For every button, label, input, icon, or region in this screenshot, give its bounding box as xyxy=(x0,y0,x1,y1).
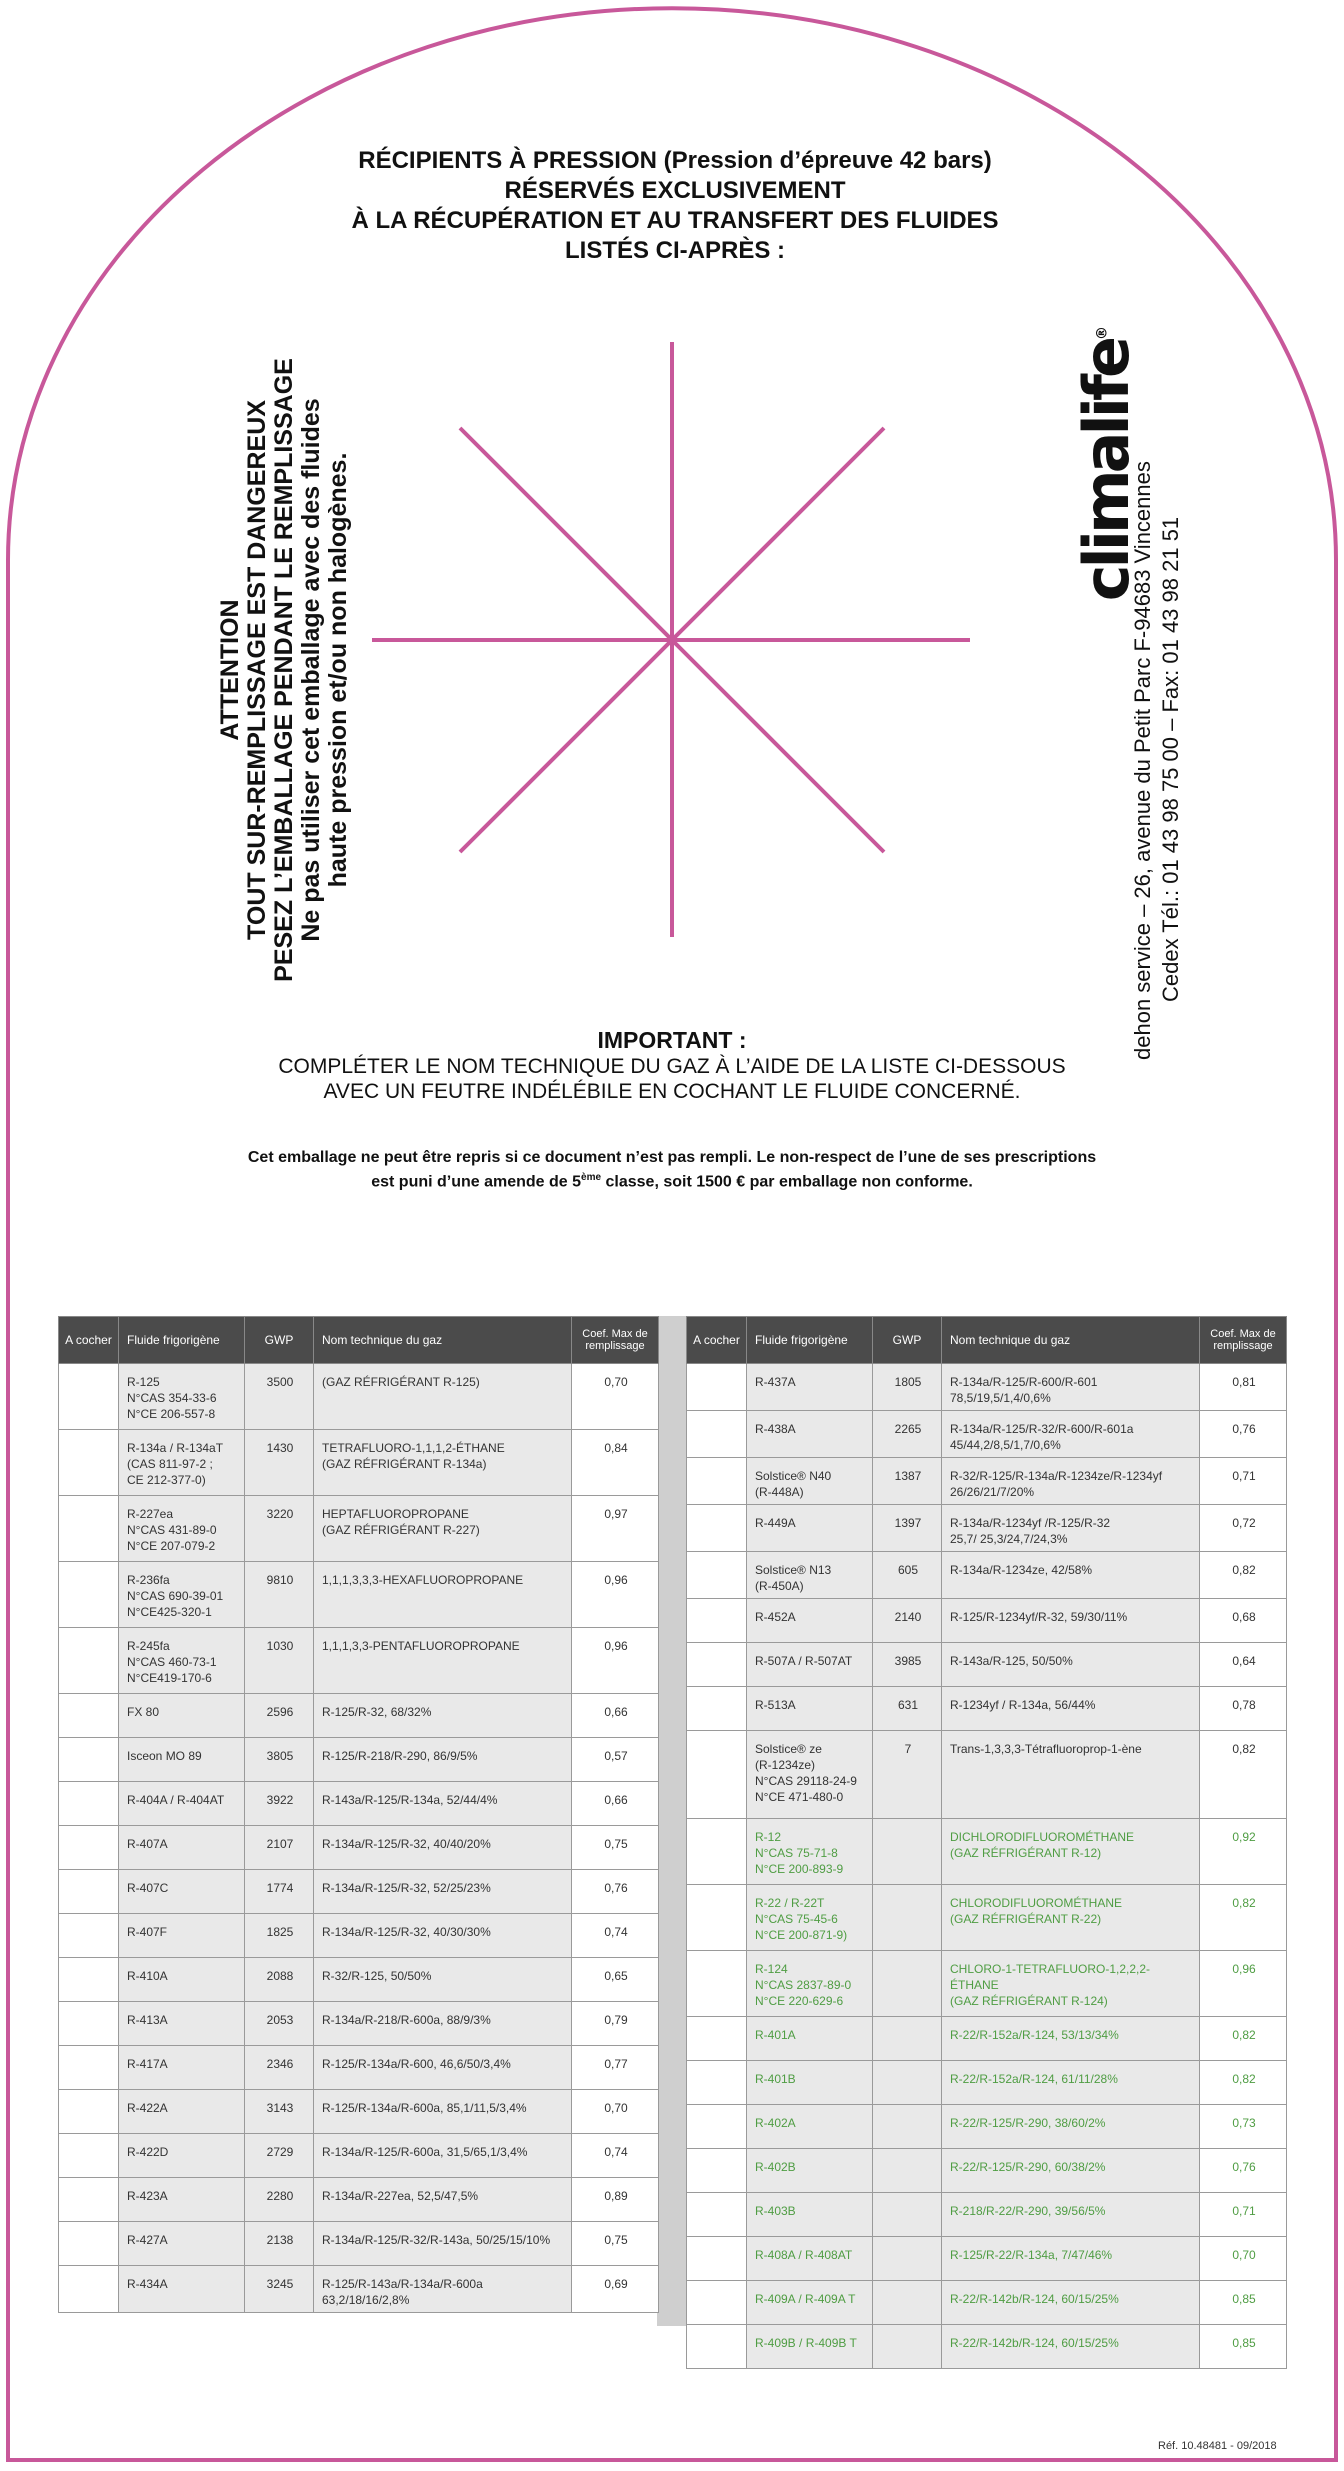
table-row xyxy=(687,1819,1287,1885)
check-cell[interactable] xyxy=(687,2061,747,2105)
fluid-cell: R-125 N°CAS 354-33-6 N°CE 206-557-8 xyxy=(119,1364,245,1430)
name-cell: R-1234yf / R-134a, 56/44% xyxy=(942,1687,1200,1731)
fluid-cell: Solstice® N40 (R-448A) xyxy=(747,1458,873,1505)
warning-title: ATTENTION xyxy=(216,599,244,741)
name-cell: HEPTAFLUOROPROPANE (GAZ RÉFRIGÉRANT R-227) xyxy=(314,1496,572,1562)
table-body xyxy=(59,1364,659,2313)
coef-cell: 0,77 xyxy=(572,2046,659,2090)
table-row xyxy=(59,2046,659,2090)
gwp-cell: 2140 xyxy=(873,1599,942,1643)
table-row xyxy=(59,2222,659,2266)
fluid-cell: Solstice® ze (R-1234ze) N°CAS 29118-24-9 N°CE 471-480-0 xyxy=(747,1731,873,1819)
coef-cell: 0,92 xyxy=(1200,1819,1287,1885)
coef-cell: 0,74 xyxy=(572,2134,659,2178)
fluid-cell: R-437A xyxy=(747,1364,873,1411)
check-cell[interactable] xyxy=(687,1819,747,1885)
check-cell[interactable] xyxy=(59,1782,119,1826)
fluid-cell: R-124 N°CAS 2837-89-0 N°CE 220-629-6 xyxy=(747,1951,873,2017)
check-cell[interactable] xyxy=(687,2237,747,2281)
fluid-cell: R-507A / R-507AT xyxy=(747,1643,873,1687)
gwp-cell xyxy=(873,2061,942,2105)
fluid-cell: R-402B xyxy=(747,2149,873,2193)
coef-cell: 0,73 xyxy=(1200,2105,1287,2149)
contact-address: dehon service – 26, avenue du Petit Parc F-94683 Vincennes xyxy=(1130,461,1155,1060)
fluid-cell: R-422D xyxy=(119,2134,245,2178)
coef-cell: 0,68 xyxy=(1200,1599,1287,1643)
coef-cell: 0,76 xyxy=(572,1870,659,1914)
notice-line: Cet emballage ne peut être repris si ce document n’est pas rempli. Le non-respect de l’une de ses prescriptions xyxy=(247,1149,1097,1166)
gwp-cell: 9810 xyxy=(245,1562,314,1628)
fluid-cell: R-513A xyxy=(747,1687,873,1731)
fluid-cell: R-245fa N°CAS 460-73-1 N°CE419-170-6 xyxy=(119,1628,245,1694)
name-cell: R-125/R-32, 68/32% xyxy=(314,1694,572,1738)
gwp-cell xyxy=(873,2017,942,2061)
gwp-cell: 2729 xyxy=(245,2134,314,2178)
check-cell[interactable] xyxy=(687,2325,747,2369)
fluid-cell: R-134a / R-134aT (CAS 811-97-2 ; CE 212-377-0) xyxy=(119,1430,245,1496)
warning-line: TOUT SUR-REMPLISSAGE EST DANGEREUX xyxy=(243,400,271,940)
table-row xyxy=(59,1914,659,1958)
gwp-cell xyxy=(873,1885,942,1951)
header-gwp: GWP xyxy=(873,1317,942,1364)
name-cell: R-125/R-218/R-290, 86/9/5% xyxy=(314,1738,572,1782)
name-cell: R-32/R-125/R-134a/R-1234ze/R-1234yf 26/26/21/7/20% xyxy=(942,1458,1200,1505)
gwp-cell: 1030 xyxy=(245,1628,314,1694)
coef-cell: 0,84 xyxy=(572,1430,659,1496)
fluid-cell: R-236fa N°CAS 690-39-01 N°CE425-320-1 xyxy=(119,1562,245,1628)
name-cell: R-22/R-142b/R-124, 60/15/25% xyxy=(942,2325,1200,2369)
fluid-cell: R-227ea N°CAS 431-89-0 N°CE 207-079-2 xyxy=(119,1496,245,1562)
gwp-cell: 1397 xyxy=(873,1505,942,1552)
check-cell[interactable] xyxy=(687,2149,747,2193)
name-cell: CHLORO-1-TETRAFLUORO-1,2,2,2-ÉTHANE (GAZ RÉFRIGÉRANT R-124) xyxy=(942,1951,1200,2017)
warning-line: PESEZ L’EMBALLAGE PENDANT LE REMPLISSAGE xyxy=(270,358,298,982)
check-cell[interactable] xyxy=(687,1411,747,1458)
name-cell: R-134a/R-227ea, 52,5/47,5% xyxy=(314,2178,572,2222)
fluid-cell: R-407A xyxy=(119,1826,245,1870)
coef-cell: 0,72 xyxy=(1200,1505,1287,1552)
table-row xyxy=(59,1496,659,1562)
check-cell[interactable] xyxy=(687,1885,747,1951)
gwp-cell xyxy=(873,2281,942,2325)
gwp-cell xyxy=(873,1819,942,1885)
name-cell: R-143a/R-125, 50/50% xyxy=(942,1643,1200,1687)
name-cell: R-22/R-125/R-290, 60/38/2% xyxy=(942,2149,1200,2193)
table-separator xyxy=(657,1316,687,2326)
table-row xyxy=(59,2178,659,2222)
fluid-cell: R-402A xyxy=(747,2105,873,2149)
coef-cell: 0,74 xyxy=(572,1914,659,1958)
check-cell[interactable] xyxy=(59,1826,119,1870)
name-cell: R-134a/R-125/R-32/R-143a, 50/25/15/10% xyxy=(314,2222,572,2266)
important-line: COMPLÉTER LE NOM TECHNIQUE DU GAZ À L’AIDE DE LA LISTE CI-DESSOUS xyxy=(278,1055,1066,1078)
gwp-cell: 3220 xyxy=(245,1496,314,1562)
table-row xyxy=(59,1826,659,1870)
check-cell[interactable] xyxy=(59,2002,119,2046)
table-row xyxy=(59,1364,659,1430)
name-cell: Trans-1,3,3,3-Tétrafluoroprop-1-ène xyxy=(942,1731,1200,1819)
table-row xyxy=(687,2193,1287,2237)
table-row xyxy=(687,2017,1287,2061)
fluid-cell: R-449A xyxy=(747,1505,873,1552)
fluid-cell: Solstice® N13 (R-450A) xyxy=(747,1552,873,1599)
check-cell[interactable] xyxy=(59,2046,119,2090)
table-row xyxy=(687,2325,1287,2369)
header-line: RÉSERVÉS EXCLUSIVEMENT xyxy=(504,177,846,204)
gwp-cell: 2107 xyxy=(245,1826,314,1870)
header-coef: Coef. Max de remplissage xyxy=(572,1317,659,1364)
coef-cell: 0,75 xyxy=(572,1826,659,1870)
gwp-cell: 2265 xyxy=(873,1411,942,1458)
fluid-cell: R-408A / R-408AT xyxy=(747,2237,873,2281)
check-cell[interactable] xyxy=(59,1694,119,1738)
check-cell[interactable] xyxy=(687,2017,747,2061)
check-cell[interactable] xyxy=(687,2281,747,2325)
gwp-cell: 1774 xyxy=(245,1870,314,1914)
name-cell: R-134a/R-1234ze, 42/58% xyxy=(942,1552,1200,1599)
coef-cell: 0,70 xyxy=(1200,2237,1287,2281)
header-fluid: Fluide frigorigène xyxy=(119,1317,245,1364)
check-cell[interactable] xyxy=(59,2090,119,2134)
check-cell[interactable] xyxy=(687,1599,747,1643)
table-row xyxy=(687,1505,1287,1552)
table-header-row xyxy=(59,1317,659,1364)
coef-cell: 0,71 xyxy=(1200,2193,1287,2237)
gwp-cell: 2053 xyxy=(245,2002,314,2046)
contact-block xyxy=(1070,300,1183,1060)
name-cell: R-134a/R-125/R-32, 52/25/23% xyxy=(314,1870,572,1914)
fluid-cell: R-401B xyxy=(747,2061,873,2105)
gwp-cell xyxy=(873,2105,942,2149)
fluid-cell: R-452A xyxy=(747,1599,873,1643)
check-cell[interactable] xyxy=(687,1552,747,1599)
coef-cell: 0,66 xyxy=(572,1782,659,1826)
fluid-cell: R-423A xyxy=(119,2178,245,2222)
fluid-cell: R-438A xyxy=(747,1411,873,1458)
check-cell[interactable] xyxy=(59,2222,119,2266)
gwp-cell xyxy=(873,2325,942,2369)
name-cell: R-134a/R-125/R-32, 40/30/30% xyxy=(314,1914,572,1958)
table-row xyxy=(687,2061,1287,2105)
header-line: RÉCIPIENTS À PRESSION (Pression d’épreuve 42 bars) xyxy=(358,147,992,174)
name-cell: CHLORODIFLUOROMÉTHANE (GAZ RÉFRIGÉRANT R-22) xyxy=(942,1885,1200,1951)
name-cell: R-134a/R-125/R-32, 40/40/20% xyxy=(314,1826,572,1870)
table-row xyxy=(59,2134,659,2178)
check-cell[interactable] xyxy=(59,1914,119,1958)
table-row xyxy=(59,1430,659,1496)
coef-cell: 0,76 xyxy=(1200,2149,1287,2193)
name-cell: R-125/R-22/R-134a, 7/47/46% xyxy=(942,2237,1200,2281)
gwp-cell xyxy=(873,1951,942,2017)
check-cell[interactable] xyxy=(687,1687,747,1731)
fluid-cell: R-422A xyxy=(119,2090,245,2134)
check-cell[interactable] xyxy=(687,2193,747,2237)
warning-line: haute pression et/ou non halogènes. xyxy=(324,452,352,888)
star-mark xyxy=(372,342,970,937)
gwp-cell: 1825 xyxy=(245,1914,314,1958)
table-header-row xyxy=(687,1317,1287,1364)
check-cell[interactable] xyxy=(687,1643,747,1687)
check-cell[interactable] xyxy=(687,1458,747,1505)
table-row xyxy=(687,1731,1287,1819)
coef-cell: 0,78 xyxy=(1200,1687,1287,1731)
gwp-cell: 2138 xyxy=(245,2222,314,2266)
check-cell[interactable] xyxy=(687,1364,747,1411)
table-row xyxy=(59,2090,659,2134)
check-cell[interactable] xyxy=(59,1496,119,1562)
fluid-cell: R-409B / R-409B T xyxy=(747,2325,873,2369)
name-cell: R-22/R-142b/R-124, 60/15/25% xyxy=(942,2281,1200,2325)
table-row xyxy=(687,1364,1287,1411)
coef-cell: 0,96 xyxy=(572,1628,659,1694)
header-title xyxy=(250,146,1100,266)
name-cell: R-125/R-1234yf/R-32, 59/30/11% xyxy=(942,1599,1200,1643)
name-cell: R-134a/R-125/R-32/R-600/R-601a 45/44,2/8,5/1,7/0,6% xyxy=(942,1411,1200,1458)
notice-line: est puni d’une amende de 5ème classe, soit 1500 € par emballage non conforme. xyxy=(371,1172,973,1191)
table-row xyxy=(687,1411,1287,1458)
table-row xyxy=(687,2149,1287,2193)
coef-cell: 0,82 xyxy=(1200,1552,1287,1599)
check-cell[interactable] xyxy=(59,1430,119,1496)
name-cell: R-32/R-125, 50/50% xyxy=(314,1958,572,2002)
coef-cell: 0,89 xyxy=(572,2178,659,2222)
gwp-cell xyxy=(873,2193,942,2237)
coef-cell: 0,96 xyxy=(1200,1951,1287,2017)
table-row xyxy=(59,1782,659,1826)
table-row xyxy=(687,2237,1287,2281)
fluid-table-right xyxy=(686,1316,1287,2369)
check-cell[interactable] xyxy=(59,1364,119,1430)
gwp-cell xyxy=(873,2237,942,2281)
fluid-cell: R-413A xyxy=(119,2002,245,2046)
name-cell: R-125/R-134a/R-600a, 85,1/11,5/3,4% xyxy=(314,2090,572,2134)
gwp-cell: 3143 xyxy=(245,2090,314,2134)
table-row xyxy=(687,1643,1287,1687)
header-line: LISTÉS CI-APRÈS : xyxy=(564,237,786,264)
gwp-cell: 3985 xyxy=(873,1643,942,1687)
name-cell: DICHLORODIFLUOROMÉTHANE (GAZ RÉFRIGÉRANT R-12) xyxy=(942,1819,1200,1885)
name-cell: R-134a/R-218/R-600a, 88/9/3% xyxy=(314,2002,572,2046)
fluid-cell: R-410A xyxy=(119,1958,245,2002)
coef-cell: 0,76 xyxy=(1200,1411,1287,1458)
table-row xyxy=(687,1951,1287,2017)
name-cell: 1,1,1,3,3-PENTAFLUOROPROPANE xyxy=(314,1628,572,1694)
gwp-cell: 3245 xyxy=(245,2266,314,2313)
important-title: IMPORTANT : xyxy=(597,1027,747,1053)
coef-cell: 0,82 xyxy=(1200,2017,1287,2061)
name-cell: 1,1,1,3,3,3-HEXAFLUOROPROPANE xyxy=(314,1562,572,1628)
fluid-cell: R-427A xyxy=(119,2222,245,2266)
check-cell[interactable] xyxy=(687,2105,747,2149)
coef-cell: 0,96 xyxy=(572,1562,659,1628)
name-cell: R-22/R-152a/R-124, 61/11/28% xyxy=(942,2061,1200,2105)
table-row xyxy=(687,2105,1287,2149)
gwp-cell: 605 xyxy=(873,1552,942,1599)
climalife-logo: climalife® xyxy=(1070,330,1143,602)
fluid-cell: R-407C xyxy=(119,1870,245,1914)
fluid-cell: R-404A / R-404AT xyxy=(119,1782,245,1826)
name-cell: R-125/R-143a/R-134a/R-600a 63,2/18/16/2,8% xyxy=(314,2266,572,2313)
fluid-cell: R-22 / R-22T N°CAS 75-45-6 N°CE 200-871-9) xyxy=(747,1885,873,1951)
notice-block xyxy=(170,1148,1174,1192)
table-row xyxy=(687,1885,1287,1951)
name-cell: R-125/R-134a/R-600, 46,6/50/3,4% xyxy=(314,2046,572,2090)
table-body xyxy=(687,1364,1287,2369)
warning-line: Ne pas utiliser cet emballage avec des fluides xyxy=(297,398,325,942)
check-cell[interactable] xyxy=(59,1628,119,1694)
gwp-cell: 1387 xyxy=(873,1458,942,1505)
coef-cell: 0,64 xyxy=(1200,1643,1287,1687)
check-cell[interactable] xyxy=(687,1505,747,1552)
coef-cell: 0,97 xyxy=(572,1496,659,1562)
gwp-cell xyxy=(873,2149,942,2193)
gwp-cell: 631 xyxy=(873,1687,942,1731)
gwp-cell: 3805 xyxy=(245,1738,314,1782)
table-row xyxy=(687,2281,1287,2325)
fluid-cell: Isceon MO 89 xyxy=(119,1738,245,1782)
gwp-cell: 2596 xyxy=(245,1694,314,1738)
coef-cell: 0,70 xyxy=(572,2090,659,2134)
coef-cell: 0,82 xyxy=(1200,2061,1287,2105)
gwp-cell: 3922 xyxy=(245,1782,314,1826)
coef-cell: 0,66 xyxy=(572,1694,659,1738)
name-cell: R-134a/R-125/R-600/R-601 78,5/19,5/1,4/0,6% xyxy=(942,1364,1200,1411)
gwp-cell: 3500 xyxy=(245,1364,314,1430)
gwp-cell: 7 xyxy=(873,1731,942,1819)
reference-number: Réf. 10.48481 - 09/2018 xyxy=(1158,2440,1277,2452)
check-cell[interactable] xyxy=(59,2266,119,2313)
coef-cell: 0,69 xyxy=(572,2266,659,2313)
gwp-cell: 1805 xyxy=(873,1364,942,1411)
table-row xyxy=(59,1738,659,1782)
coef-cell: 0,65 xyxy=(572,1958,659,2002)
fluid-cell: R-12 N°CAS 75-71-8 N°CE 200-893-9 xyxy=(747,1819,873,1885)
table-row xyxy=(687,1599,1287,1643)
fluid-cell: R-409A / R-409A T xyxy=(747,2281,873,2325)
name-cell: R-22/R-125/R-290, 38/60/2% xyxy=(942,2105,1200,2149)
coef-cell: 0,79 xyxy=(572,2002,659,2046)
header-name: Nom technique du gaz xyxy=(314,1317,572,1364)
header-name: Nom technique du gaz xyxy=(942,1317,1200,1364)
name-cell: R-22/R-152a/R-124, 53/13/34% xyxy=(942,2017,1200,2061)
table-row xyxy=(59,1628,659,1694)
name-cell: TETRAFLUORO-1,1,1,2-ÉTHANE (GAZ RÉFRIGÉRANT R-134a) xyxy=(314,1430,572,1496)
check-cell[interactable] xyxy=(59,1958,119,2002)
check-cell[interactable] xyxy=(59,2134,119,2178)
header-gwp: GWP xyxy=(245,1317,314,1364)
coef-cell: 0,82 xyxy=(1200,1731,1287,1819)
fluid-cell: R-401A xyxy=(747,2017,873,2061)
header-coef: Coef. Max de remplissage xyxy=(1200,1317,1287,1364)
coef-cell: 0,70 xyxy=(572,1364,659,1430)
name-cell: (GAZ RÉFRIGÉRANT R-125) xyxy=(314,1364,572,1430)
coef-cell: 0,57 xyxy=(572,1738,659,1782)
coef-cell: 0,85 xyxy=(1200,2325,1287,2369)
name-cell: R-218/R-22/R-290, 39/56/5% xyxy=(942,2193,1200,2237)
gwp-cell: 2280 xyxy=(245,2178,314,2222)
check-cell[interactable] xyxy=(59,2178,119,2222)
table-row xyxy=(59,1870,659,1914)
header-check: A cocher xyxy=(59,1317,119,1364)
coef-cell: 0,82 xyxy=(1200,1885,1287,1951)
header-fluid: Fluide frigorigène xyxy=(747,1317,873,1364)
check-cell[interactable] xyxy=(687,1731,747,1819)
check-cell[interactable] xyxy=(687,1951,747,2017)
table-row xyxy=(59,1958,659,2002)
table-row xyxy=(687,1687,1287,1731)
name-cell: R-134a/R-125/R-600a, 31,5/65,1/3,4% xyxy=(314,2134,572,2178)
table-row xyxy=(59,1562,659,1628)
fluid-cell: R-403B xyxy=(747,2193,873,2237)
gwp-cell: 2088 xyxy=(245,1958,314,2002)
fluid-cell: FX 80 xyxy=(119,1694,245,1738)
fluid-cell: R-407F xyxy=(119,1914,245,1958)
coef-cell: 0,81 xyxy=(1200,1364,1287,1411)
name-cell: R-134a/R-1234yf /R-125/R-32 25,7/ 25,3/24,7/24,3% xyxy=(942,1505,1200,1552)
fluid-cell: R-434A xyxy=(119,2266,245,2313)
table-row xyxy=(687,1458,1287,1505)
gwp-cell: 1430 xyxy=(245,1430,314,1496)
table-row xyxy=(59,2266,659,2313)
warning-block xyxy=(217,290,377,1050)
header-line: À LA RÉCUPÉRATION ET AU TRANSFERT DES FLUIDES xyxy=(351,207,999,234)
table-row xyxy=(59,2002,659,2046)
header-check: A cocher xyxy=(687,1317,747,1364)
coef-cell: 0,75 xyxy=(572,2222,659,2266)
check-cell[interactable] xyxy=(59,1738,119,1782)
fluid-table-left xyxy=(58,1316,659,2313)
coef-cell: 0,85 xyxy=(1200,2281,1287,2325)
important-block xyxy=(170,1027,1174,1104)
gwp-cell: 2346 xyxy=(245,2046,314,2090)
table-row xyxy=(59,1694,659,1738)
check-cell[interactable] xyxy=(59,1562,119,1628)
coef-cell: 0,71 xyxy=(1200,1458,1287,1505)
contact-phone: Cedex Tél.: 01 43 98 75 00 – Fax: 01 43 98 21 51 xyxy=(1158,516,1183,1002)
name-cell: R-143a/R-125/R-134a, 52/44/4% xyxy=(314,1782,572,1826)
table-row xyxy=(687,1552,1287,1599)
fluid-cell: R-417A xyxy=(119,2046,245,2090)
important-line: AVEC UN FEUTRE INDÉLÉBILE EN COCHANT LE FLUIDE CONCERNÉ. xyxy=(323,1080,1021,1103)
check-cell[interactable] xyxy=(59,1870,119,1914)
